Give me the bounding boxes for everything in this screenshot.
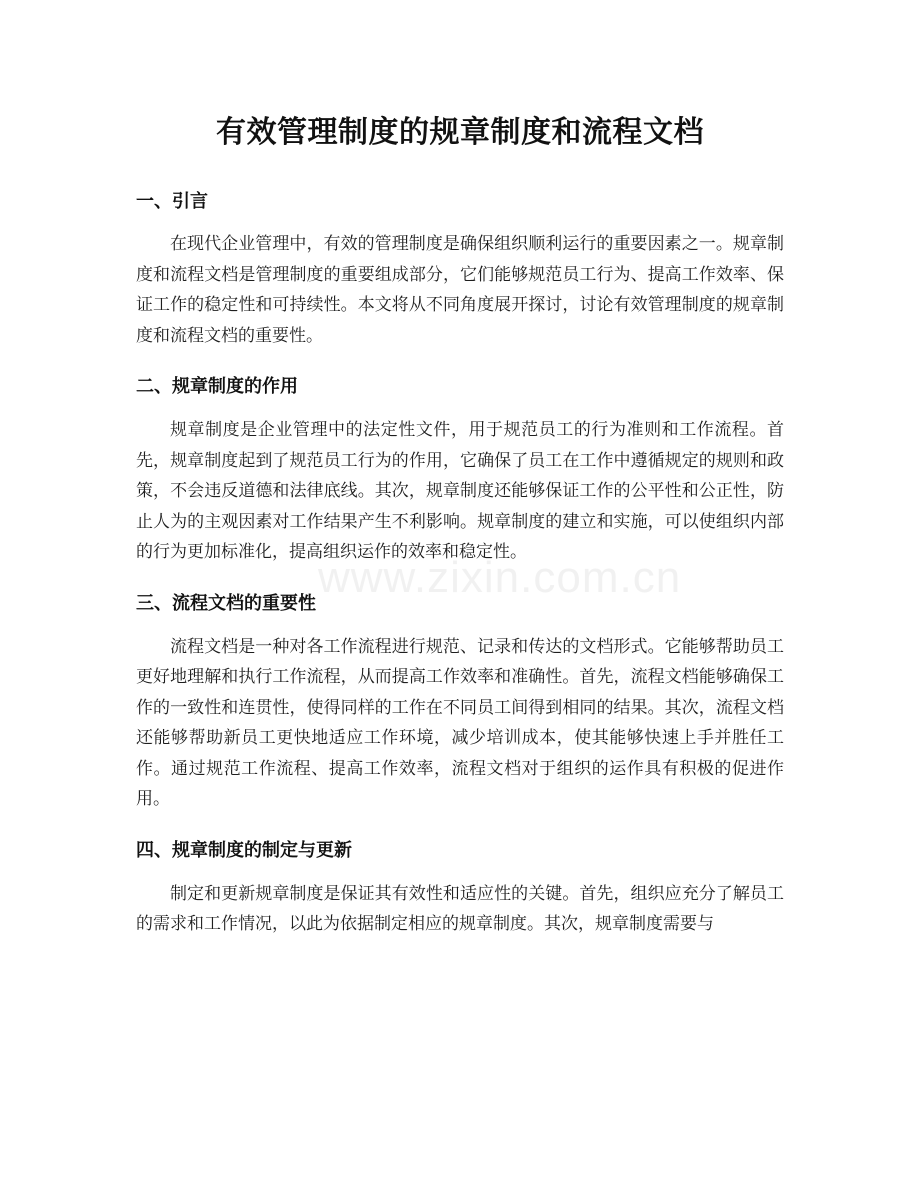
section-paragraph-regulations-role: 规章制度是企业管理中的法定性文件，用于规范员工的行为准则和工作流程。首先，规章制度起到了规范员工行为的作用，它确保了员工在工作中遵循规定的规则和政策，不会违反道德和法律底线。其次，规章制度还能够保证工作的公平性和公正性，防止人为的主观因素对工作结果产生不利影响。规章制度的建立和实施，可以使组织内部的行为更加标准化，提高组织运作的效率和稳定性。 [136,420,784,562]
section-paragraph-regulations-update: 制定和更新规章制度是保证其有效性和适应性的关键。首先，组织应充分了解员工的需求和工作情况，以此为依据制定相应的规章制度。其次，规章制度需要与 [136,883,784,934]
section-paragraph-introduction: 在现代企业管理中，有效的管理制度是确保组织顺利运行的重要因素之一。规章制度和流程文档是管理制度的重要组成部分，它们能够规范员工行为、提高工作效率、保证工作的稳定性和可持续性。本文将从不同角度展开探讨，讨论有效管理制度的规章制度和流程文档的重要性。 [136,234,784,346]
section-heading-process-docs: 三、流程文档的重要性 [136,592,316,614]
document-title: 有效管理制度的规章制度和流程文档 [216,115,704,150]
section-heading-introduction: 一、引言 [136,191,208,212]
section-heading-regulations-update: 四、规章制度的制定与更新 [136,839,352,861]
section-paragraph-process-docs: 流程文档是一种对各工作流程进行规范、记录和传达的文档形式。它能够帮助员工更好地理解和执行工作流程，从而提高工作效率和准确性。首先，流程文档能够确保工作的一致性和连贯性，使得同样的工作在不同员工间得到相同的结果。其次，流程文档还能够帮助新员工更快地适应工作环境，减少培训成本，使其能够快速上手并胜任工作。通过规范工作流程、提高工作效率，流程文档对于组织的运作具有积极的促进作用。 [136,636,784,809]
section-heading-regulations-role: 二、规章制度的作用 [136,376,298,397]
watermark: www.zixin.com.cn [318,553,682,602]
